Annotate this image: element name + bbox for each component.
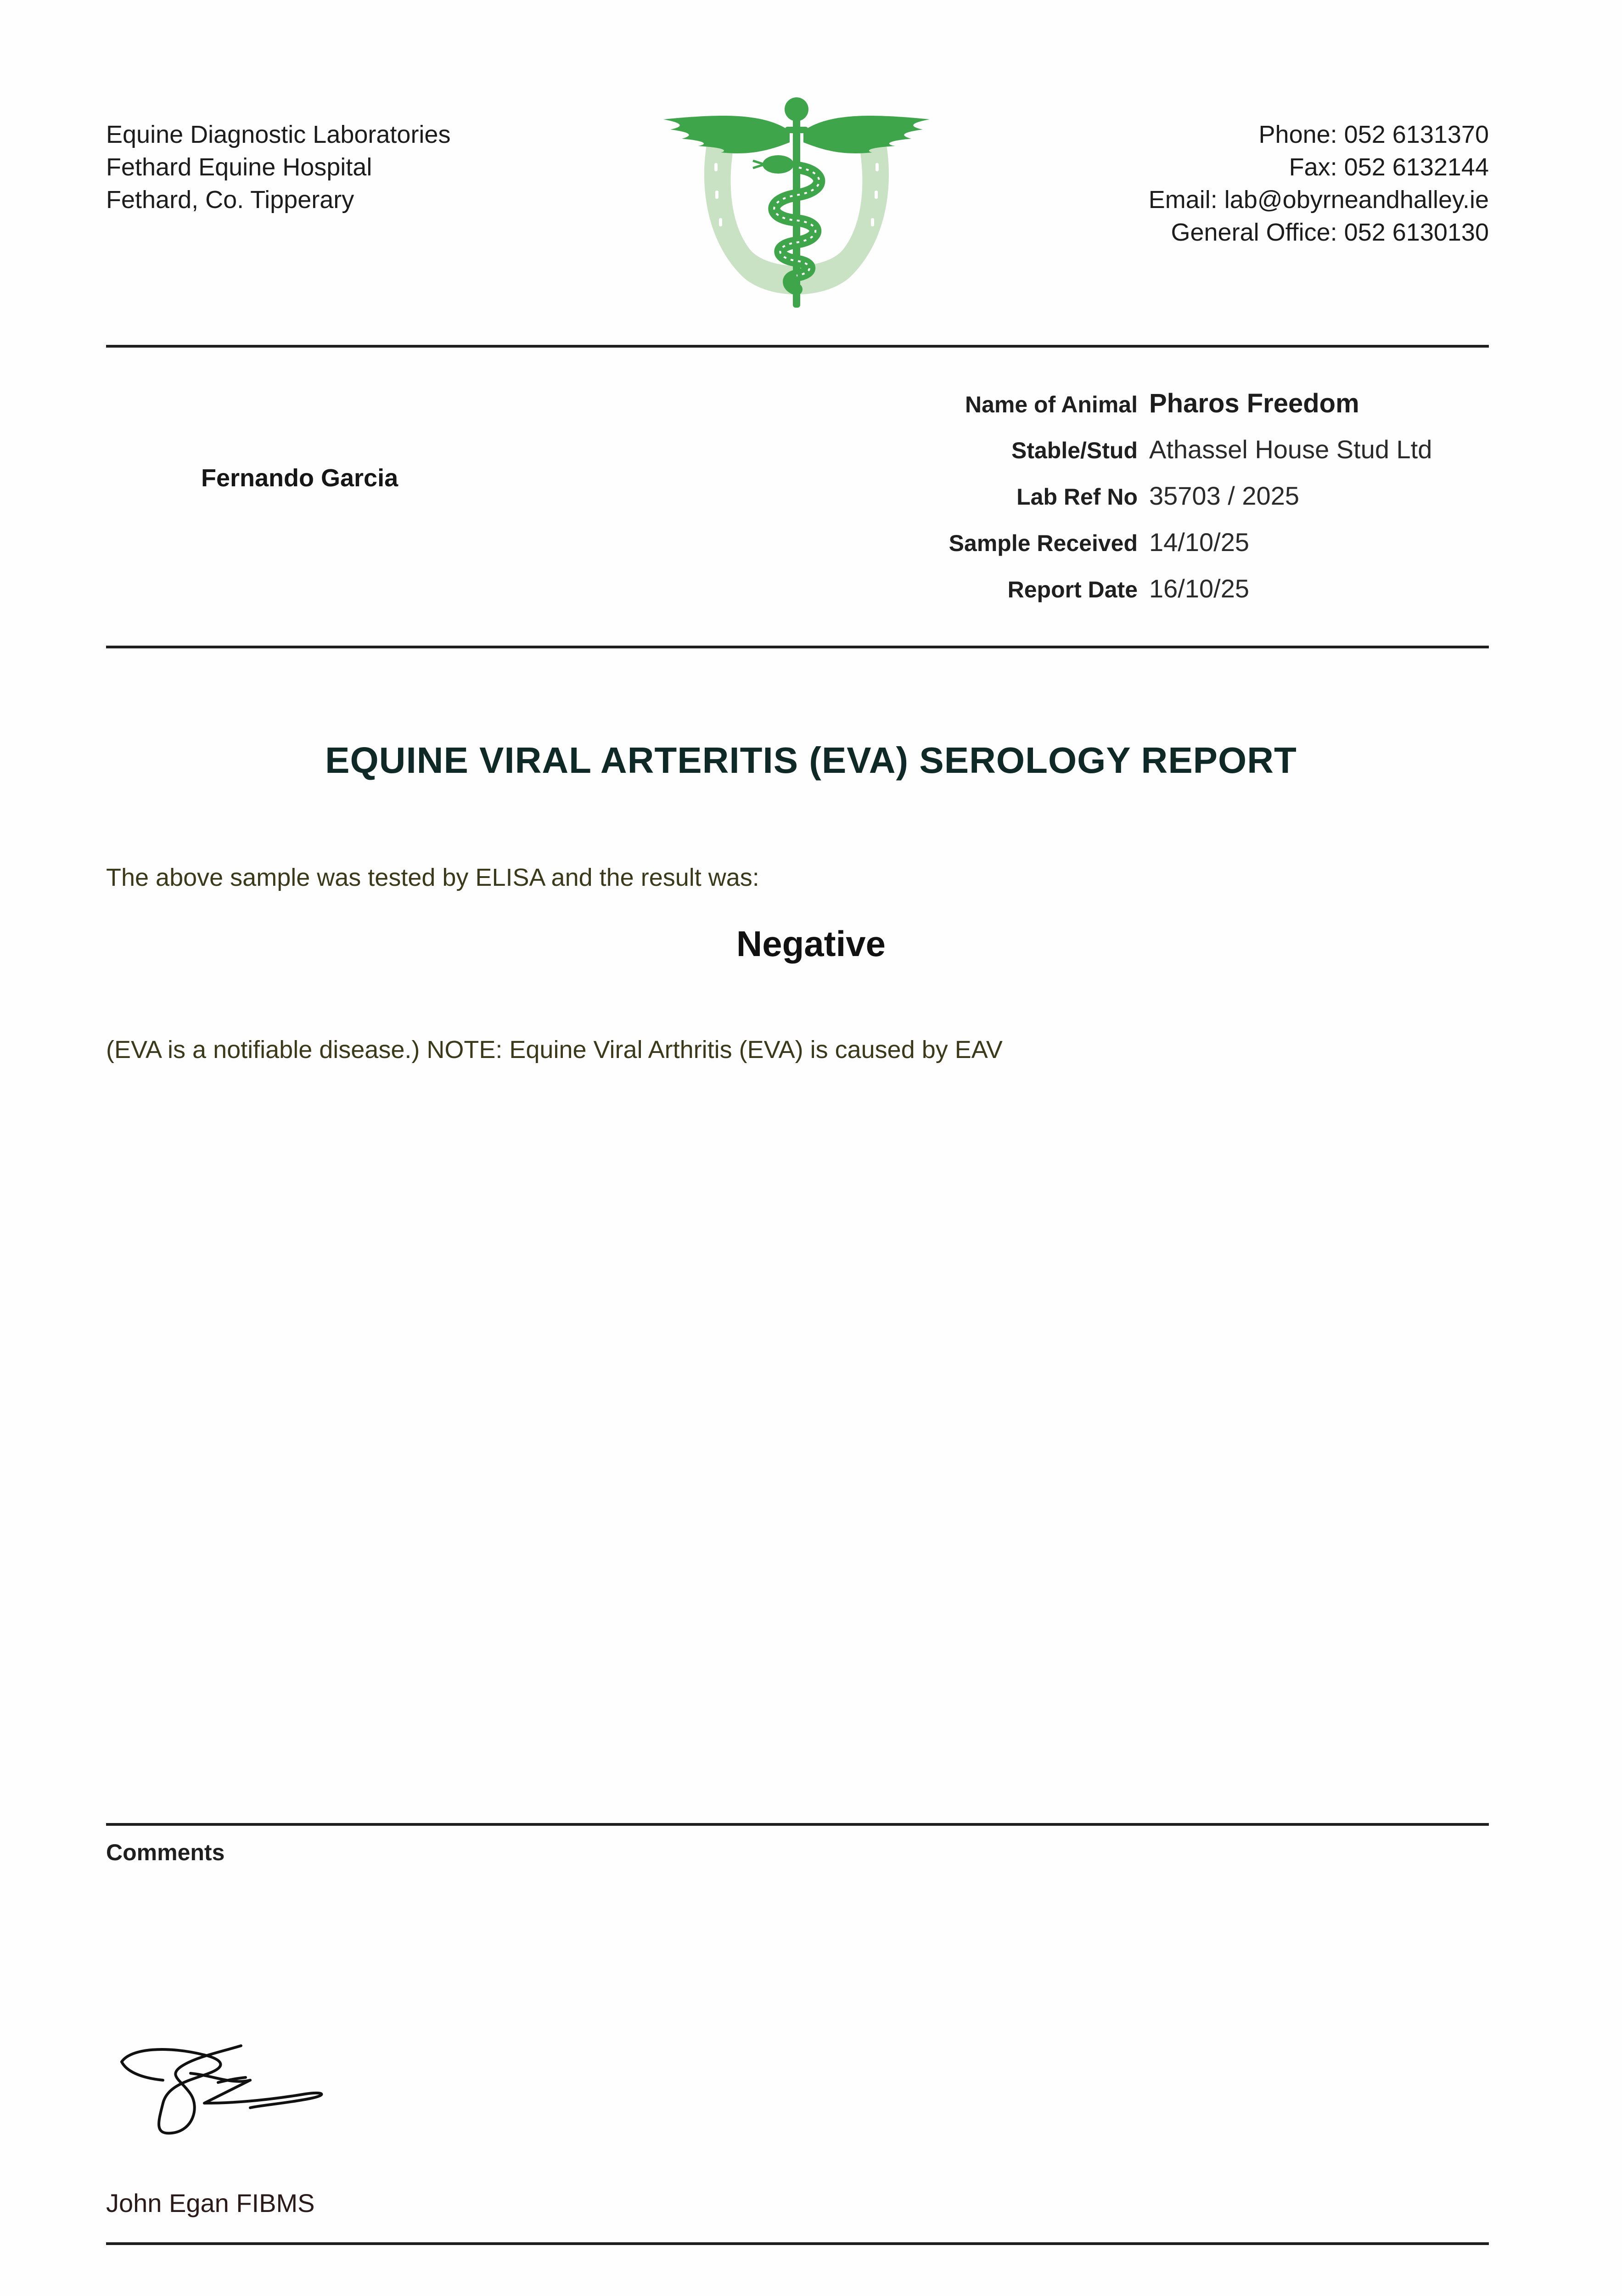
comments-divider [106, 1823, 1489, 1826]
detail-row-sample-received [872, 527, 1432, 574]
signatory-name: John Egan FIBMS [106, 2189, 315, 2217]
footer-divider [106, 2242, 1489, 2245]
detail-value: Pharos Freedom [1149, 388, 1359, 418]
lab-hospital: Fethard Equine Hospital [106, 153, 372, 181]
lab-name: Equine Diagnostic Laboratories [106, 121, 451, 148]
detail-value: 35703 / 2025 [1149, 481, 1299, 510]
detail-value: 16/10/25 [1149, 574, 1249, 603]
detail-row-report-date [872, 574, 1432, 620]
detail-label: Report Date [1007, 577, 1138, 602]
lab-address [106, 118, 450, 216]
detail-row-animal-name [872, 388, 1432, 434]
lab-phone: Phone: 052 6131370 [1258, 121, 1489, 148]
lab-fax: Fax: 052 6132144 [1289, 153, 1489, 181]
report-intro: The above sample was tested by ELISA and the result was: [106, 864, 759, 891]
detail-value: Athassel House Stud Ltd [1149, 435, 1432, 464]
details-divider [106, 646, 1489, 648]
caduceus-horseshoe-icon [661, 87, 932, 312]
test-result: Negative [736, 923, 886, 964]
lab-location: Fethard, Co. Tipperary [106, 186, 354, 214]
detail-label: Lab Ref No [1016, 484, 1138, 510]
report-note: (EVA is a notifiable disease.) NOTE: Equine Viral Arthritis (EVA) is caused by EAV [106, 1036, 1003, 1064]
signature [112, 2034, 351, 2149]
report-title: EQUINE VIRAL ARTERITIS (EVA) SEROLOGY REPORT [325, 740, 1297, 781]
animal-details [872, 388, 1432, 620]
detail-label: Sample Received [949, 530, 1138, 556]
lab-email: Email: lab@obyrneandhalley.ie [1148, 186, 1489, 214]
detail-row-lab-ref [872, 481, 1432, 527]
detail-row-stable [872, 434, 1432, 481]
client-name: Fernando Garcia [201, 464, 398, 492]
detail-label: Name of Animal [965, 392, 1138, 417]
lab-contact [1149, 118, 1489, 249]
header-divider [106, 345, 1489, 348]
detail-value: 14/10/25 [1149, 528, 1249, 557]
detail-label: Stable/Stud [1011, 438, 1138, 463]
comments-label: Comments [106, 1840, 225, 1865]
lab-general-office: General Office: 052 6130130 [1171, 219, 1489, 246]
